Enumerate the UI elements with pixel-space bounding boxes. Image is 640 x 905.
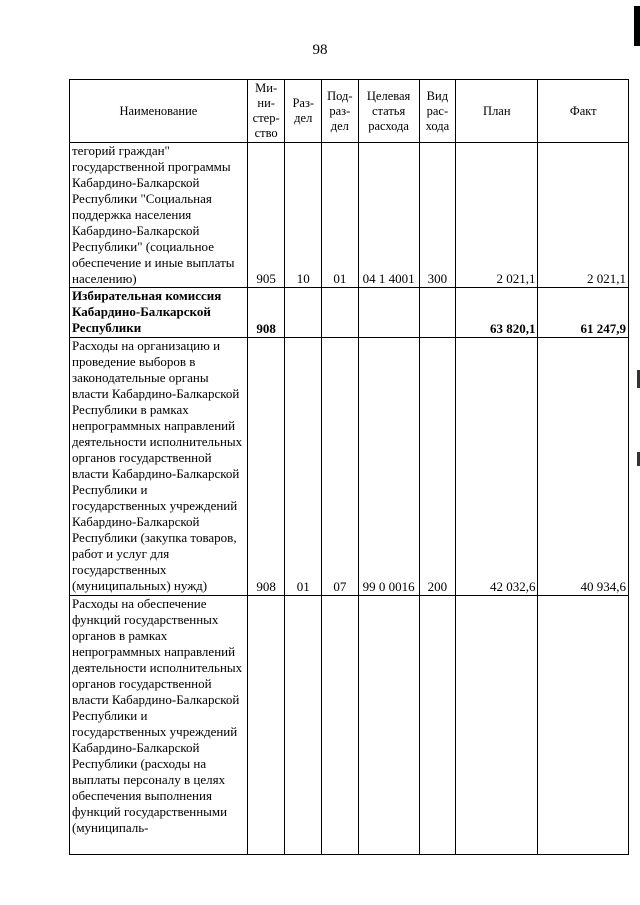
row-kind: 300 bbox=[419, 143, 456, 288]
row-section bbox=[285, 288, 322, 338]
header-row bbox=[70, 80, 629, 143]
row-section bbox=[285, 596, 322, 855]
table-row bbox=[70, 596, 629, 855]
row-kind: 200 bbox=[419, 338, 456, 596]
row-name: Избирательная комиссия Кабардино-Балкарской Республики bbox=[70, 288, 248, 338]
table-row bbox=[70, 143, 629, 288]
row-ministry: 908 bbox=[247, 288, 285, 338]
row-fact: 2 021,1 bbox=[538, 143, 629, 288]
row-target bbox=[358, 288, 419, 338]
row-name: тегорий граждан" государственной программы Кабардино-Балкарской Республики "Социальная поддержка населения Кабардино-Балкарской Республики" (социальное обеспечение и иные выплаты населению) bbox=[70, 143, 248, 288]
row-target: 99 0 0016 bbox=[358, 338, 419, 596]
row-ministry: 908 bbox=[247, 338, 285, 596]
col-header-target: Целевая статья расхода bbox=[358, 80, 419, 143]
row-fact bbox=[538, 596, 629, 855]
row-fact: 40 934,6 bbox=[538, 338, 629, 596]
row-kind bbox=[419, 288, 456, 338]
col-header-ministry: Ми-ни-стер-ство bbox=[247, 80, 285, 143]
row-fact: 61 247,9 bbox=[538, 288, 629, 338]
col-header-fact: Факт bbox=[538, 80, 629, 143]
row-plan: 2 021,1 bbox=[456, 143, 538, 288]
page-number: 98 bbox=[312, 42, 328, 58]
row-kind bbox=[419, 596, 456, 855]
row-name: Расходы на обеспечение функций государственных органов в рамках непрограммных направлений деятельности исполнительных органов государственной власти Кабардино-Балкарской Республики и государственных учреждений Кабардино-Балкарской Республики (расходы на выплаты персоналу в целях обеспечения выполнения функций государственными (муниципаль- bbox=[70, 596, 248, 855]
col-header-subsection: Под-раз-дел bbox=[322, 80, 359, 143]
row-section: 01 bbox=[285, 338, 322, 596]
scan-edge-mark bbox=[634, 6, 640, 46]
row-plan bbox=[456, 596, 538, 855]
row-name: Расходы на организацию и проведение выборов в законодательные органы власти Кабардино-Балкарской Республики в рамках непрограммных направлений деятельности исполнительных органов государственной власти Кабардино-Балкарской Республики и государственных учреждений Кабардино-Балкарской Республики (закупка товаров, работ и услуг для государственных (муниципальных) нужд) bbox=[70, 338, 248, 596]
row-subsection bbox=[322, 288, 359, 338]
budget-table bbox=[69, 79, 629, 855]
col-header-section: Раз-дел bbox=[285, 80, 322, 143]
row-subsection bbox=[322, 596, 359, 855]
table-row bbox=[70, 288, 629, 338]
row-target bbox=[358, 596, 419, 855]
row-subsection: 07 bbox=[322, 338, 359, 596]
row-target: 04 1 4001 bbox=[358, 143, 419, 288]
col-header-name: Наименование bbox=[70, 80, 248, 143]
row-ministry bbox=[247, 596, 285, 855]
row-section: 10 bbox=[285, 143, 322, 288]
col-header-kind: Вид рас-хода bbox=[419, 80, 456, 143]
table-row bbox=[70, 338, 629, 596]
row-plan: 63 820,1 bbox=[456, 288, 538, 338]
col-header-plan: План bbox=[456, 80, 538, 143]
row-plan: 42 032,6 bbox=[456, 338, 538, 596]
row-subsection: 01 bbox=[322, 143, 359, 288]
row-ministry: 905 bbox=[247, 143, 285, 288]
